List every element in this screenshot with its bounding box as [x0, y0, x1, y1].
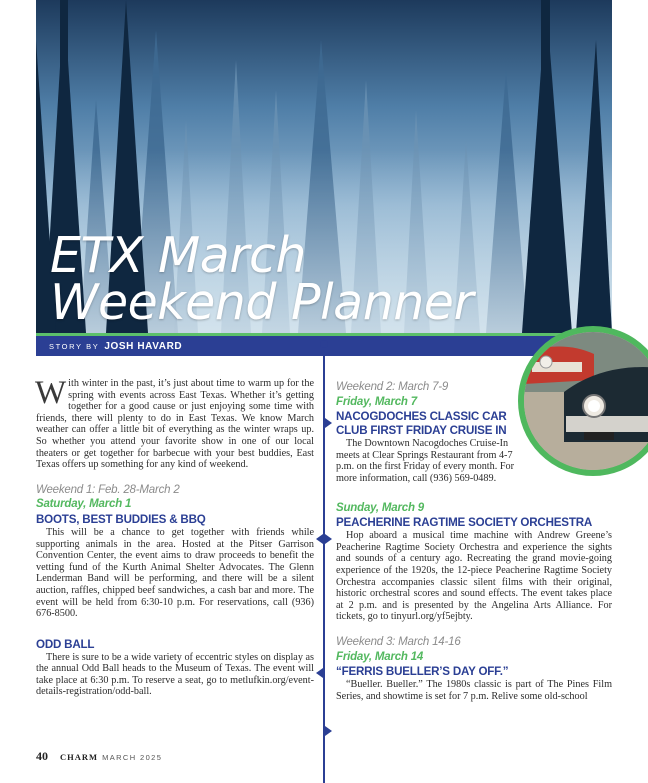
weekend-2-heading: Weekend 2: March 7-9	[336, 381, 449, 393]
event-title: PEACHERINE RAGTIME SOCIETY ORCHESTRA	[336, 516, 593, 530]
title-line-2: Weekend Planner	[50, 274, 474, 331]
event-title-line-2: CLUB FIRST FRIDAY CRUISE IN	[336, 424, 507, 438]
timeline-dot	[320, 340, 328, 348]
right-column	[336, 382, 612, 702]
page-footer	[36, 749, 162, 764]
event-title: “FERRIS BUELLER’S DAY OFF.”	[336, 665, 509, 679]
timeline-marker-right	[325, 726, 332, 736]
timeline-marker-right	[325, 534, 332, 544]
event-body: The Downtown Nacogdoches Cruise-In meets at Clear Springs Restaurant from 4-7 p.m. on the first Friday of every month. For more information, call (936) 569-0489.	[336, 438, 514, 484]
page-number: 40	[36, 749, 48, 763]
timeline-line	[323, 343, 325, 783]
byline-author: JOSH HAVARD	[104, 340, 183, 352]
event-title: ODD BALL	[36, 637, 95, 651]
page-title	[50, 227, 474, 331]
event-body: There is sure to be a wide variety of eccentric styles on display as the annual Odd Ball heads to the Museum of Texas. The event will take place at 6:30 p.m. To reserve a seat, go to metlufkin.org/event-details-registration/odd-ball.	[36, 651, 314, 698]
byline-label: STORY BY	[49, 341, 100, 351]
weekend-3-day: Friday, March 14	[336, 650, 424, 663]
hero-image	[36, 0, 612, 333]
weekend-2-day-1: Friday, March 7	[336, 395, 417, 408]
issue-date: MARCH 2025	[102, 753, 163, 762]
weekend-2-day-2: Sunday, March 9	[336, 501, 424, 514]
intro-text: ith winter in the past, it’s just about time to warm up for the spring with events across East Texas. Whether it’s getting together for a good cause or just enjoying some time with friends, there will plenty to do in East Texas. We know March weather can offer a little bit of everything as the winter wraps up. So whether you attend your favorite show in one of our local theaters or get together for barbecue with your best buddies, East Texas offers up something for any kind of weekend.	[36, 378, 314, 471]
event-body: “Bueller. Bueller.” The 1980s classic is part of The Pines Film Series, and showtime is set for 7 p.m. Relive some old-school	[336, 679, 612, 702]
event-body: This will be a chance to get together with friends while supporting animals in the area. Hosted at the Pitser Garrison Convention Center, the event aims to draw proceeds to benefit the vetting fund of the Kurth Animal Shelter Advocates. The Glenn Lenderman Band will be performing, and there will be a silent auction, raffles, chipped beef sandwiches, a cash bar and more. The event will be held from 6:30-10 p.m. For reservations, call (936) 676-8500.	[36, 526, 314, 620]
timeline-marker-left	[316, 668, 323, 678]
event-title	[336, 410, 612, 438]
drop-cap: W	[35, 375, 67, 411]
event-title-line-1: NACOGDOCHES CLASSIC CAR	[336, 410, 507, 424]
left-column	[35, 375, 314, 698]
title-line-1: ETX March	[50, 227, 306, 284]
magazine-name: CHARM	[60, 752, 99, 762]
weekend-1-heading: Weekend 1: Feb. 28-March 2	[36, 483, 180, 496]
weekend-1-day: Saturday, March 1	[36, 498, 132, 511]
event-title: BOOTS, BEST BUDDIES & BBQ	[36, 512, 206, 526]
weekend-3-heading: Weekend 3: March 14-16	[336, 635, 461, 648]
intro-paragraph	[35, 375, 314, 471]
timeline-marker-left	[316, 534, 323, 544]
event-body: Hop aboard a musical time machine with Andrew Greene’s Peacherine Ragtime Society Orchestra and experience the sights and sounds of a century ago. Recreating the grand movie-going experience of the 1920s, the 12-piece Peacherine Ragtime Society Orchestra accompanies classic silent films with their original, historic orchestral scores and sound effects. The event takes place at 2 p.m. and is presented by the Angelina Arts Alliance. For tickets, go to tinyurl.org/yf5ejbty.	[336, 530, 612, 623]
timeline-marker-right	[325, 418, 332, 428]
